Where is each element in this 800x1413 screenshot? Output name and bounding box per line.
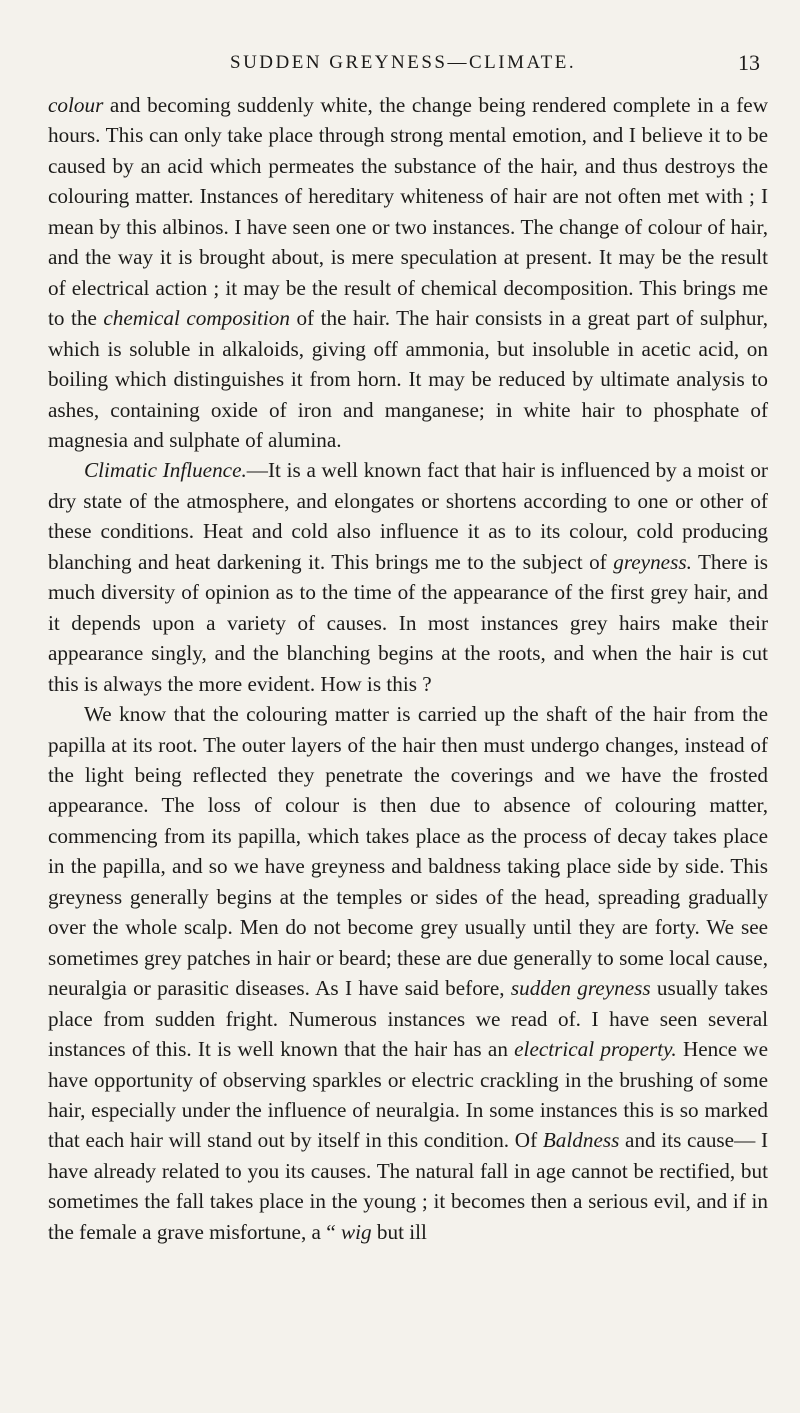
paragraph (48, 455, 768, 699)
body-text (48, 90, 768, 1247)
italic-phrase: sudden greyness (510, 976, 651, 1001)
paragraph (48, 699, 768, 1247)
text-run: of the hair. The hair consists in a great part of sulphur, which is soluble in alkaloids, giving off ammonia, but insoluble in acetic acid, on boiling which distinguishes it from horn. It may be reduced by ultimate analysis to ashes, containing oxide of iron and manganese; in white hair to phosphate of magnesia and sulphate of alumina. (48, 306, 768, 452)
italic-phrase: wig (340, 1219, 372, 1244)
text-run: There is much diversity of opinion as to the time of the appearance of the first grey hair, and it depends upon a variety of causes. In most instances grey hairs make their appearance singly, and the blanching begins at the roots, and when the hair is cut this is always the more evident. How is this ? (48, 549, 768, 696)
text-run: and its cause— I have already related to you its causes. The natural fall in age cannot be rectified, but sometimes the fall takes place in the young ; it becomes then a serious evil, and if in the female a grave misfortune, a “ (48, 1128, 769, 1244)
text-run: —It is a well known fact that hair is influenced by a moist or dry state of the atmosphere, and elongates or shortens according to one or other of these conditions. Heat and cold also influence it as to its colour, cold producing blanching and heat darkening it. This brings me to the subject of (48, 458, 768, 574)
page-number: 13 (738, 50, 760, 75)
italic-phrase: chemical composition (103, 306, 290, 331)
text-run: but ill (371, 1219, 427, 1244)
text-run: and becoming suddenly white, the change being rendered complete in a few hours. This can only take place through strong mental emotion, and I believe it to be caused by an acid which permeates the substance of the hair, and thus destroys the colouring matter. Instances of hereditary whiteness of hair are not often met with ; I mean by this albinos. I have seen one or two instances. The change of colour of hair, and the way it is brought about, is mere speculation at present. It may be the result of electrical action ; it may be the result of chemical decomposition. This brings me to the (48, 93, 768, 331)
italic-phrase: Climatic Influence. (84, 458, 247, 483)
italic-phrase: colour (48, 93, 104, 117)
italic-phrase: greyness. (613, 549, 692, 574)
text-run: Hence we have opportunity of observing sparkles or electric crackling in the brushing of some hair, especially under the influence of neuralgia. In some instances this is so marked that each hair will stand out by itself in this condition. Of (48, 1037, 769, 1153)
text-run: usually takes place from sudden fright. Numerous instances we read of. I have seen several instances of this. It is well known that the hair has an (48, 976, 768, 1062)
running-head: SUDDEN GREYNESS—CLIMATE. (230, 52, 577, 73)
text-run: We know that the colouring matter is carried up the shaft of the hair from the papilla at its root. The outer layers of the hair then must undergo changes, instead of the light being reflected they penetrate the coverings and we have the frosted appearance. The loss of colour is then due to absence of colouring matter, commencing from its papilla, which takes place as the process of decay takes place in the papilla, and so we have greyness and baldness taking place side by side. This greyness generally begins at the temples or sides of the head, spreading gradually over the whole scalp. Men do not become grey usually until they are forty. We see sometimes grey patches in hair or beard; these are due generally to some local cause, neuralgia or parasitic diseases. As I have said before, (48, 702, 768, 1001)
italic-phrase: Baldness (542, 1128, 620, 1153)
italic-phrase: electrical property. (514, 1037, 677, 1062)
paragraph (48, 90, 768, 455)
page-header (60, 52, 760, 82)
